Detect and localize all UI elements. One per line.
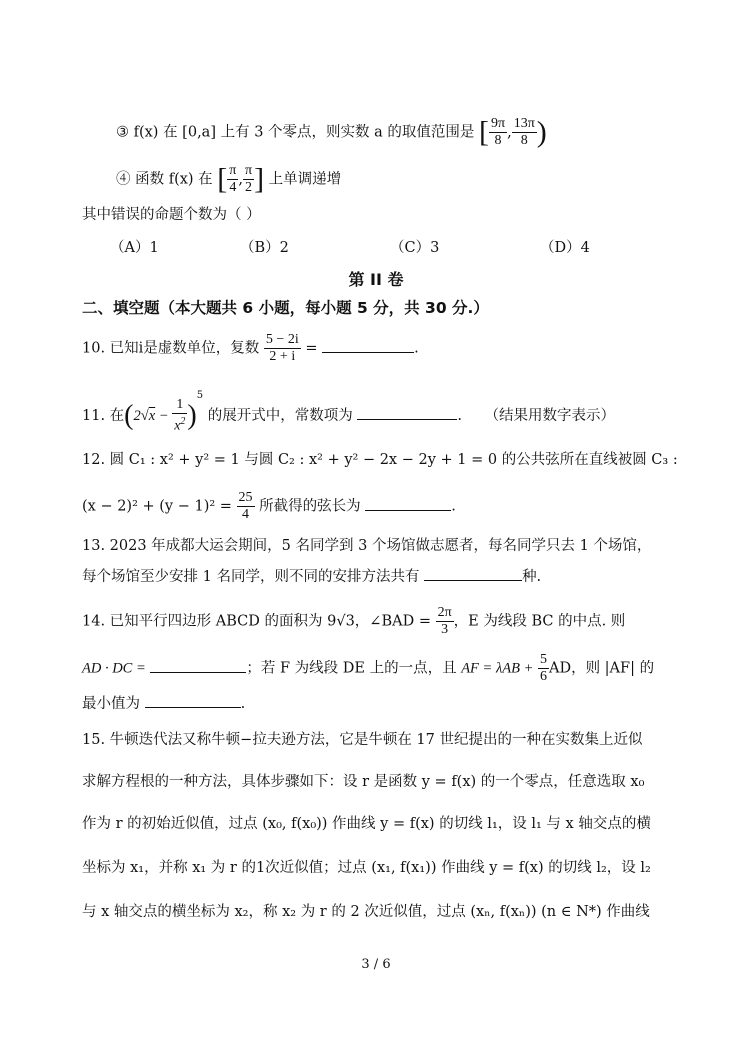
question-number: 13. [82, 538, 106, 554]
binomial-expression: 2√x − [133, 408, 173, 424]
question-number: 10. [82, 340, 106, 357]
question-number: 15. [82, 732, 106, 748]
answer-blank [365, 496, 451, 511]
interval-right-fraction: $\frac{13\pi}{8}$ [513, 116, 535, 148]
question-12-line-1: 12. 圆 C₁ : x² + y² = 1 与圆 C₂ : x² + y² − 2x − 2y + 1 = 0 的公共弦所在直线被圆 C₃ : [82, 452, 678, 468]
question-11: 11. 在(2√x − $\frac{1}{x^2}$ )$^5$ 的展开式中，常数项为 . （结果用数字表示） [82, 390, 616, 434]
question-13-line-2: 每个场馆至少安排 1 名同学，则不同的安排方法共有 种. [82, 566, 541, 587]
question-14-line-1: 14. 已知平行四边形 ABCD 的面积为 9√3，∠BAD = $\frac{2\pi}{3}$ ，E 为线段 BC 的中点. 则 [82, 605, 626, 637]
interval-left-fraction: $\frac{9\pi}{8}$ [491, 116, 506, 148]
question-number: 12. [82, 452, 106, 468]
q9-option-d: （D）4 [540, 240, 590, 256]
coefficient-fraction: $\frac{5}{6}$ [539, 652, 547, 684]
question-15-line-4: 坐标为 x₁，并称 x₁ 为 r 的1次近似值；过点 (x₁, f(x₁)) 作曲线 y = f(x) 的切线 l₂，设 l₂ [82, 860, 651, 876]
answer-blank [145, 693, 241, 708]
binomial-fraction: $\frac{1}{x^2}$ [174, 397, 186, 434]
interval-left-fraction: $\frac{\pi}{4}$ [229, 163, 237, 195]
q9-item-3: ③ f(x) 在 [0,a] 上有 3 个零点，则实数 a 的取值范围是 [ $\frac{9\pi}{8}$ , $\frac{13\pi}{8}$ ) [116, 115, 547, 149]
q9-item-4: ④ 函数 f(x) 在 [ $\frac{\pi}{4}$ , $\frac{\pi}{2}$ ] 上单调递增 [116, 162, 342, 196]
angle-fraction: $\frac{2\pi}{3}$ [437, 605, 452, 637]
answer-blank [150, 658, 246, 673]
question-13-line-1: 13. 2023 年成都大运会期间，5 名同学到 3 个场馆做志愿者，每名同学只去 1 个场馆， [82, 538, 652, 554]
question-note: （结果用数字表示） [484, 408, 616, 424]
item-4-marker: ④ [116, 171, 131, 188]
radius-fraction: $\frac{25}{4}$ [238, 490, 253, 522]
q9-question: 其中错误的命题个数为（ ） [82, 207, 261, 223]
question-12-line-2: (x − 2)² + (y − 1)² = $\frac{25}{4}$ 所截得的弦长为 . [82, 490, 456, 522]
q9-option-b: （B）2 [240, 240, 289, 256]
complex-fraction: $\frac{5 - 2i}{2 + i}$ [265, 332, 299, 364]
question-14-line-2: AD · DC = ；若 F 为线段 DE 上的一点，且 AF = λAB + $\frac{5}{6}$ AD，则 |AF| 的 [82, 652, 655, 684]
item-4-text: 函数 f(x) 在 [135, 171, 213, 188]
item-3-text: f(x) 在 [0,a] 上有 3 个零点，则实数 a 的取值范围是 [133, 124, 475, 141]
section-title: 二、填空题（本大题共 6 小题，每小题 5 分，共 30 分.） [82, 299, 489, 317]
answer-blank [322, 338, 414, 353]
interval-right-fraction: $\frac{\pi}{2}$ [244, 163, 253, 195]
page-number: 3 / 6 [361, 957, 391, 972]
question-15-line-1: 15. 牛顿迭代法又称牛顿−拉夫逊方法，它是牛顿在 17 世纪提出的一种在实数集上近似 [82, 732, 643, 748]
item-4-suffix: 上单调递增 [268, 171, 342, 188]
question-number: 11. [82, 408, 106, 424]
q9-option-c: （C）3 [390, 240, 440, 256]
question-text: 已知i是虚数单位，复数 [109, 340, 260, 357]
answer-blank [424, 566, 522, 581]
question-15-line-2: 求解方程根的一种方法，具体步骤如下：设 r 是函数 y = f(x) 的一个零点，任意选取 x₀ [82, 774, 645, 790]
q9-option-a: （A）1 [110, 240, 159, 256]
question-15-line-5: 与 x 轴交点的横坐标为 x₂，称 x₂ 为 r 的 2 次近似值，过点 (xₙ, f(xₙ)) (n ∈ N*) 作曲线 [82, 904, 650, 920]
item-3-marker: ③ [116, 124, 129, 141]
answer-blank [357, 405, 457, 420]
question-14-line-3: 最小值为 . [82, 693, 245, 714]
question-10: 10. 已知i是虚数单位，复数 $\frac{5 - 2i}{2 + i}$ = . [82, 332, 419, 364]
question-15-line-3: 作为 r 的初始近似值，过点 (x₀, f(x₀)) 作曲线 y = f(x) 的切线 l₁，设 l₁ 与 x 轴交点的横 [82, 816, 651, 832]
part2-title: 第 II 卷 [348, 270, 404, 289]
question-number: 14. [82, 613, 106, 630]
